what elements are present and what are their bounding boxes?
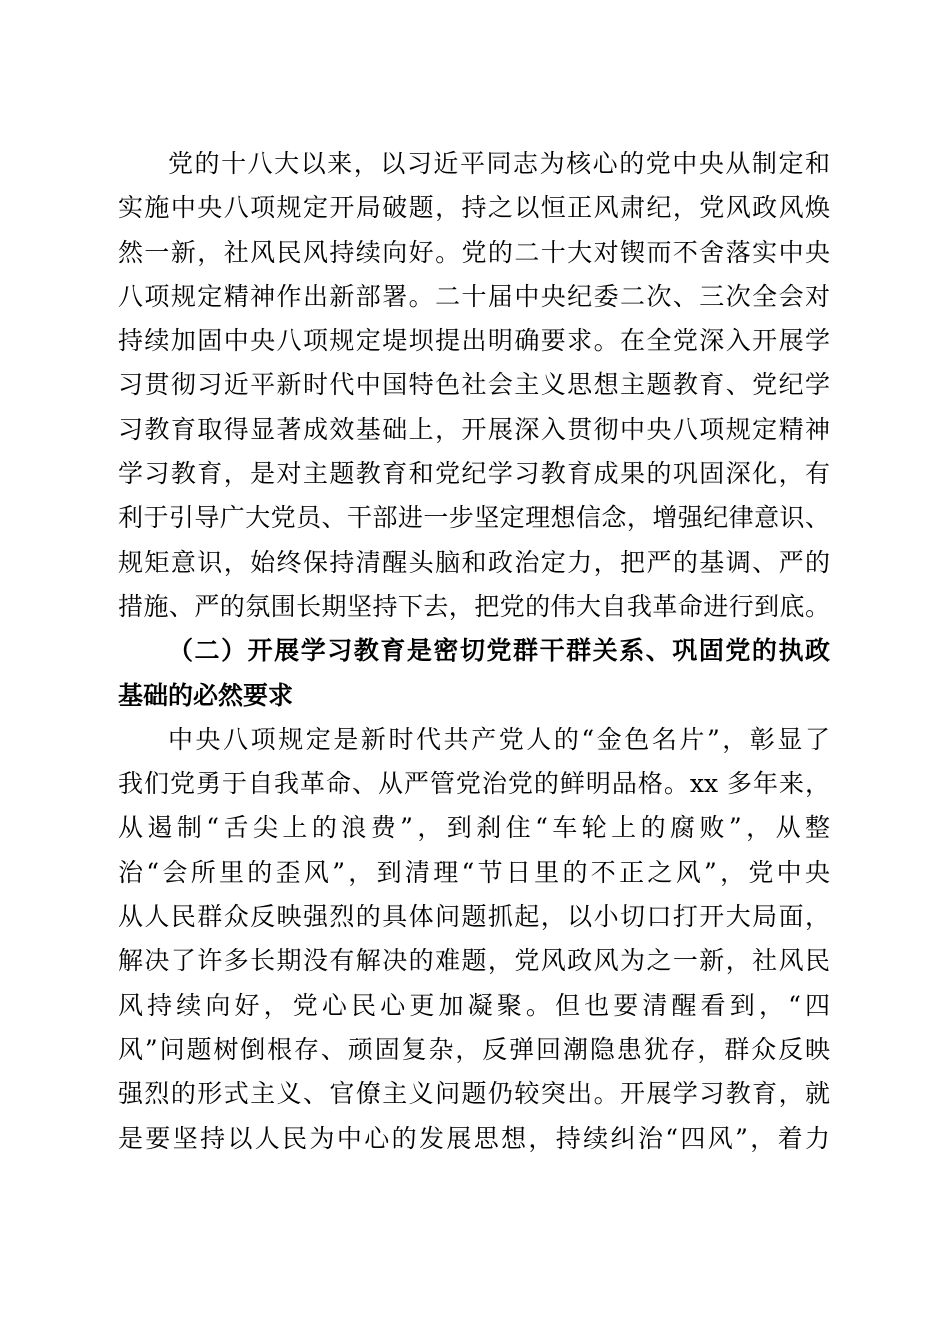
heading-line: 基础的必然要求 xyxy=(118,680,294,710)
paragraph-line: 利于引导广大党员、干部进一步坚定理想信念，增强纪律意识、 xyxy=(118,503,830,533)
paragraph-line: 习教育取得显著成效基础上，开展深入贯彻中央八项规定精神 xyxy=(118,414,830,444)
paragraph-golden-name-card xyxy=(118,718,830,1161)
paragraph-line: 从遏制“舌尖上的浪费”，到刹住“车轮上的腐败”，从整 xyxy=(118,813,830,843)
paragraph-line: 从人民群众反映强烈的具体问题抓起，以小切口打开大局面， xyxy=(118,902,830,932)
paragraph-central-eight-rules-background xyxy=(118,142,830,629)
paragraph-line: 八项规定精神作出新部署。二十届中央纪委二次、三次全会对 xyxy=(118,281,830,311)
paragraph-line: 强烈的形式主义、官僚主义问题仍较突出。开展学习教育，就 xyxy=(118,1079,830,1109)
paragraph-line: 是要坚持以人民为中心的发展思想，持续纠治“四风”，着力 xyxy=(118,1123,830,1153)
paragraph-line: 治“会所里的歪风”，到清理“节日里的不正之风”，党中央 xyxy=(118,857,830,887)
paragraph-line: 党的十八大以来，以习近平同志为核心的党中央从制定和 xyxy=(168,149,830,178)
paragraph-line: 措施、严的氛围长期坚持下去，把党的伟大自我革命进行到底。 xyxy=(118,591,830,621)
paragraph-line: 实施中央八项规定开局破题，持之以恒正风肃纪，党风政风焕 xyxy=(118,193,830,223)
paragraph-line: 风持续向好，党心民心更加凝聚。但也要清醒看到，“四 xyxy=(118,990,830,1020)
paragraph-line: 规矩意识，始终保持清醒头脑和政治定力，把严的基调、严的 xyxy=(118,547,830,577)
paragraph-line: 中央八项规定是新时代共产党人的“金色名片”，彰显了 xyxy=(168,724,830,754)
paragraph-line: 学习教育，是对主题教育和党纪学习教育成果的巩固深化，有 xyxy=(118,459,830,489)
heading-line: （二）开展学习教育是密切党群干群关系、巩固党的执政 xyxy=(168,636,830,666)
section-heading-2 xyxy=(118,629,830,718)
paragraph-line: 我们党勇于自我革命、从严管党治党的鲜明品格。xx 多年来， xyxy=(118,769,830,799)
paragraph-line: 习贯彻习近平新时代中国特色社会主义思想主题教育、党纪学 xyxy=(118,370,830,400)
paragraph-line: 解决了许多长期没有解决的难题，党风政风为之一新，社风民 xyxy=(118,946,830,976)
paragraph-line: 风”问题树倒根存、顽固复杂，反弹回潮隐患犹存，群众反映 xyxy=(118,1034,830,1064)
paragraph-line: 持续加固中央八项规定堤坝提出明确要求。在全党深入开展学 xyxy=(118,326,830,356)
paragraph-line: 然一新，社风民风持续向好。党的二十大对锲而不舍落实中央 xyxy=(118,237,830,267)
document-body xyxy=(118,142,830,1161)
